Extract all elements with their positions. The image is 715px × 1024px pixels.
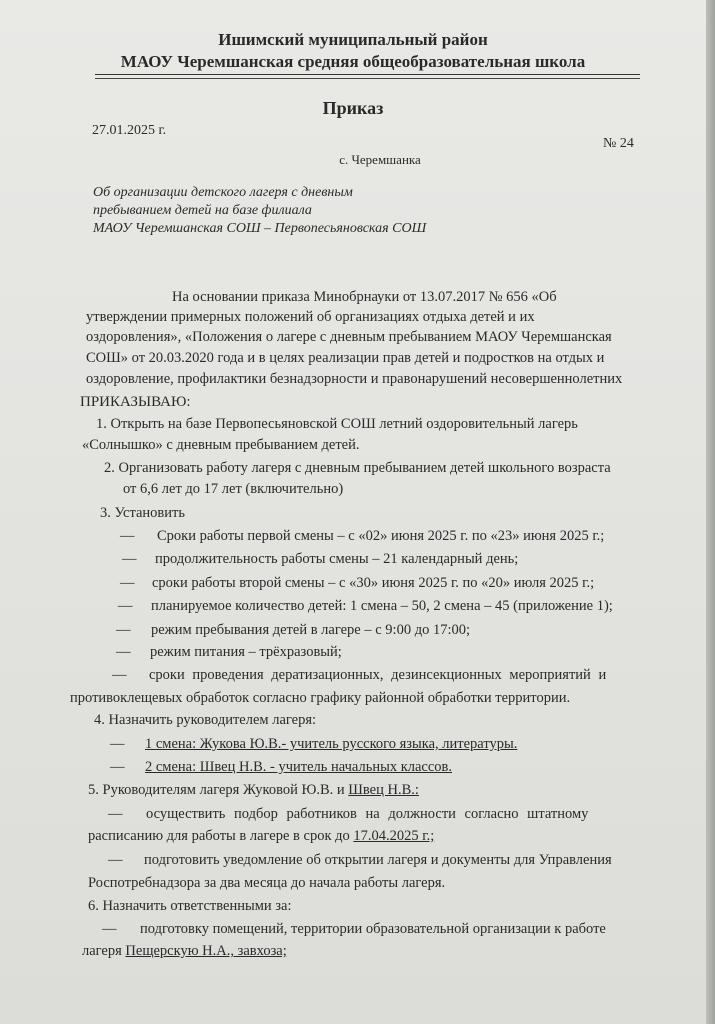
item-3-list-entry: сроки проведения дератизационных, дезинсекционных мероприятий и	[149, 667, 607, 683]
item-1: 1. Открыть на базе Первопесьяновской СОШ летний оздоровительный лагерь	[96, 416, 578, 432]
item-6-task-a-text: лагеря	[82, 943, 126, 959]
subject-line: пребыванием детей на базе филиала	[93, 203, 312, 218]
dash-bullet: —	[120, 528, 135, 544]
item-6-responsible: Пещерскую Н.А., завхоза;	[125, 943, 287, 959]
item-3-list-entry: продолжительность работы смены – 21 календарный день;	[155, 551, 519, 567]
dash-bullet: —	[112, 667, 127, 683]
item-6-task-a: подготовку помещений, территории образовательной организации к работе	[140, 921, 606, 937]
dash-bullet: —	[110, 736, 125, 752]
item-2-cont: от 6,6 лет до 17 лет (включительно)	[123, 481, 344, 497]
district-header: Ишимский муниципальный район	[218, 30, 488, 49]
item-3-list-cont: противоклещевых обработок согласно графику районной обработки территории.	[70, 690, 571, 706]
order-number: № 24	[603, 136, 634, 151]
item-6-task-a-cont	[82, 943, 287, 960]
item-5-task-a-text: расписанию для работы в лагере в срок до	[88, 828, 354, 844]
camp-leader-shift-2: 2 смена: Швец Н.В. - учитель начальных классов.	[145, 759, 453, 775]
header-divider	[95, 74, 640, 75]
item-5-deadline: 17.04.2025 г.;	[353, 828, 435, 844]
item-4: 4. Назначить руководителем лагеря:	[94, 712, 317, 728]
item-3-list-entry: Сроки работы первой смены – с «02» июня 2025 г. по «23» июня 2025 г.;	[157, 528, 605, 544]
item-5-name: Швец Н.В.:	[348, 782, 419, 798]
item-6: 6. Назначить ответственными за:	[88, 898, 292, 914]
preamble-line: На основании приказа Минобрнауки от 13.07.2017 № 656 «Об	[172, 289, 557, 305]
dash-bullet: —	[120, 575, 135, 591]
item-5-task-a-cont	[88, 828, 434, 845]
subject-line: Об организации детского лагеря с дневным	[93, 185, 353, 200]
dash-bullet: —	[116, 644, 131, 660]
order-place: с. Черемшанка	[339, 152, 421, 167]
dash-bullet: —	[122, 551, 137, 567]
item-3-list-entry: сроки работы второй смены – с «30» июня 2025 г. по «20» июля 2025 г.;	[152, 575, 595, 591]
item-5-text: 5. Руководителям лагеря Жуковой Ю.В. и	[88, 782, 349, 798]
item-5-task-b-cont: Роспотребнадзора за два месяца до начала работы лагеря.	[88, 875, 446, 891]
dash-bullet: —	[108, 852, 123, 868]
item-3-list-entry: режим питания – трёхразовый;	[150, 644, 342, 660]
item-3-list-entry: режим пребывания детей в лагере – с 9:00 до 17:00;	[151, 622, 470, 638]
item-5-task-b: подготовить уведомление об открытии лагеря и документы для Управления	[144, 852, 612, 868]
preamble-line: оздоровления», «Положения о лагере с дневным пребыванием МАОУ Черемшанская	[86, 329, 612, 345]
school-header: МАОУ Черемшанская средняя общеобразовательная школа	[120, 52, 586, 71]
dash-bullet: —	[108, 806, 123, 822]
dash-bullet: —	[110, 759, 125, 775]
subject-line: МАОУ Черемшанская СОШ – Первопесьяновская СОШ	[93, 221, 427, 236]
preamble-line: оздоровление, профилактики безнадзорности и правонарушений несовершеннолетних	[86, 371, 623, 387]
document-title: Приказ	[322, 98, 384, 118]
item-2: 2. Организовать работу лагеря с дневным пребыванием детей школьного возраста	[104, 460, 611, 476]
item-5-task-a: осуществить подбор работников на должности согласно штатному	[146, 806, 589, 822]
camp-leader-shift-1: 1 смена: Жукова Ю.В.- учитель русского языка, литературы.	[145, 736, 518, 752]
order-word: ПРИКАЗЫВАЮ:	[80, 394, 191, 410]
preamble-line: утверждении примерных положений об организациях отдыха детей и их	[86, 309, 535, 325]
order-subject	[93, 184, 426, 238]
item-1-cont: «Солнышко» с дневным пребыванием детей.	[82, 437, 360, 453]
order-date: 27.01.2025 г.	[92, 123, 167, 138]
dash-bullet: —	[116, 622, 131, 638]
item-3-list-entry: планируемое количество детей: 1 смена – 50, 2 смена – 45 (приложение 1);	[151, 598, 613, 614]
preamble-line: СОШ» от 20.03.2020 года и в целях реализации прав детей и подростков на отдых и	[86, 350, 605, 366]
dash-bullet: —	[118, 598, 133, 614]
item-3: 3. Установить	[100, 505, 185, 521]
dash-bullet: —	[102, 921, 117, 937]
page-edge-shadow	[706, 0, 715, 1024]
item-5	[88, 782, 419, 799]
header-divider-thin	[95, 78, 640, 79]
